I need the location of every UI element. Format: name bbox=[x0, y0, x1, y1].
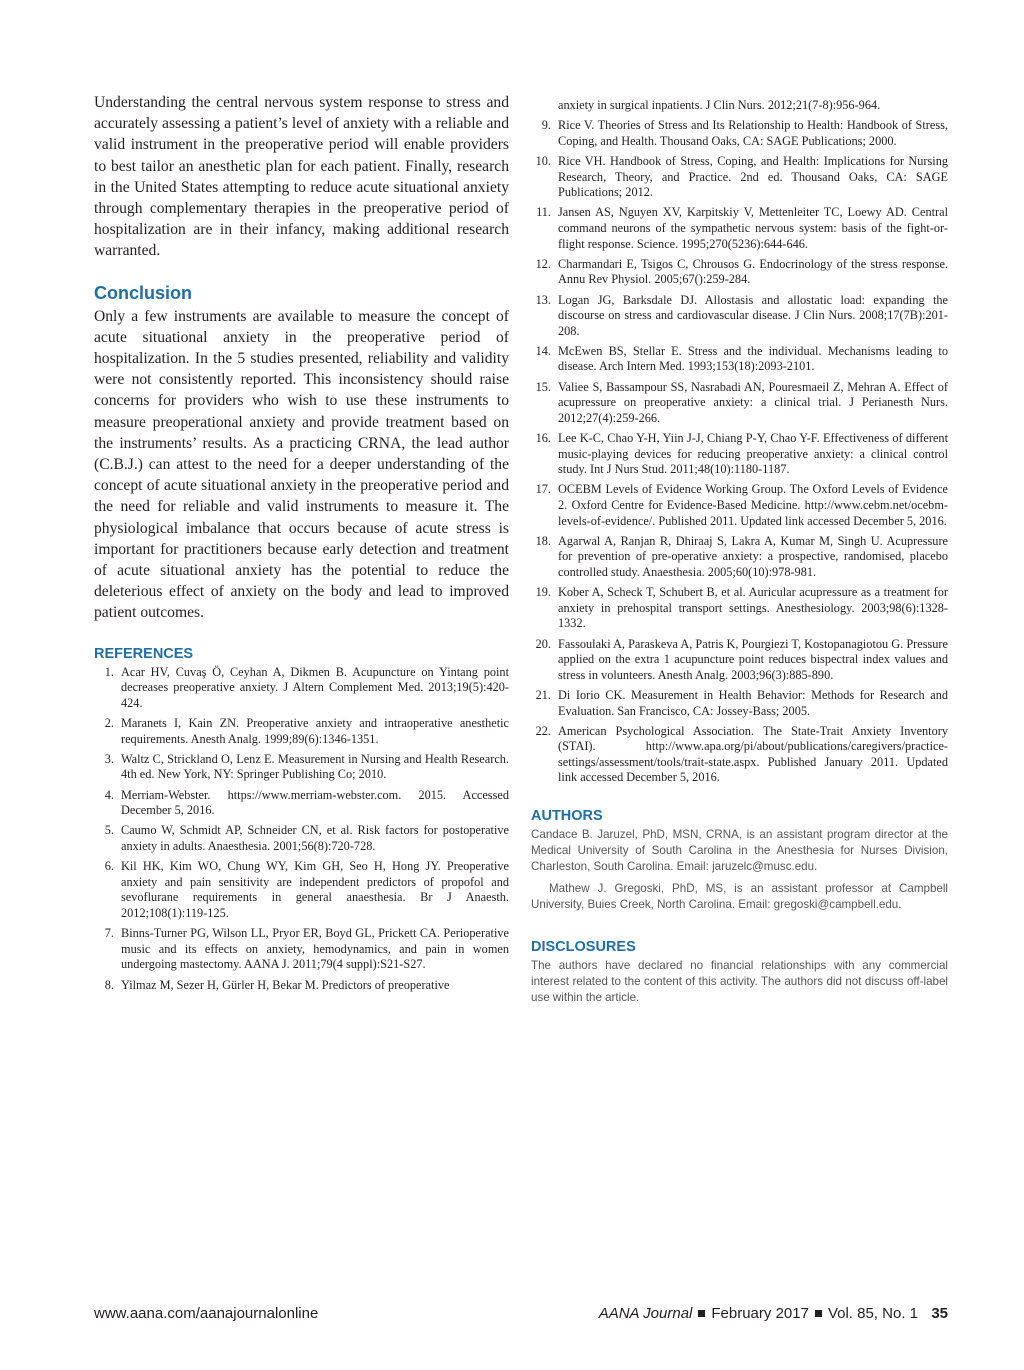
reference-text: Di Iorio CK. Measurement in Health Behavior: Methods for Research and Evaluation. San Francisco, CA: Jossey-Bass; 2005. bbox=[558, 687, 948, 718]
reference-text: McEwen BS, Stellar E. Stress and the individual. Mechanisms leading to disease. Arch Intern Med. 1993;153(18):2093-2101. bbox=[558, 343, 948, 374]
reference-text: Waltz C, Strickland O, Lenz E. Measurement in Nursing and Health Research. 4th ed. New York, NY: Springer Publishing Co; 2010. bbox=[121, 751, 509, 782]
reference-item bbox=[94, 823, 509, 854]
references-heading: REFERENCES bbox=[94, 645, 194, 662]
reference-text: American Psychological Association. The State-Trait Anxiety Inventory (STAI). http://www.apa.org/pi/about/publications/caregivers/practice-settings/assessment/tools/trait-state.aspx. Published January 2011. Updated link accessed December 5, 2016. bbox=[558, 723, 948, 785]
reference-number: 22. bbox=[535, 723, 551, 738]
disclosures-heading: DISCLOSURES bbox=[531, 939, 636, 956]
reference-text: Fassoulaki A, Paraskeva A, Patris K, Pourgiezi T, Kostopanagiotou G. Pressure applied on the extra 1 acupuncture point reduces bispectral index values and stress in volunteers. Anesth Analg. 2003;96(3):885-890. bbox=[558, 636, 948, 682]
reference-text: Charmandari E, Tsigos C, Chrousos G. Endocrinology of the stress response. Annu Rev Physiol. 2005;67():259-284. bbox=[558, 256, 948, 287]
reference-text: Maranets I, Kain ZN. Preoperative anxiety and intraoperative anesthetic requirements. Anesth Analg. 1999;89(6):1346-1351. bbox=[121, 716, 509, 746]
author-bio: Candace B. Jaruzel, PhD, MSN, CRNA, is an assistant program director at the Medical University of South Carolina in the Anesthesia for Nurses Division, Charleston, South Carolina. Email: jaruzelc@musc.edu. bbox=[531, 828, 948, 874]
reference-number: 14. bbox=[535, 343, 551, 358]
reference-text: Caumo W, Schmidt AP, Schneider CN, et al. Risk factors for postoperative anxiety in adults. Anaesthesia. 2001;56(8):720-728. bbox=[121, 823, 509, 853]
reference-number: 10. bbox=[535, 153, 551, 168]
disclosures-text: The authors have declared no financial relationships with any commercial interest related to the content of this activity. The authors did not discuss off-label use within the article. bbox=[531, 959, 948, 1005]
reference-number: 11. bbox=[536, 205, 551, 220]
conclusion-heading: Conclusion bbox=[94, 282, 192, 303]
left-column bbox=[94, 92, 509, 998]
reference-item bbox=[531, 380, 948, 427]
author-bio: Mathew J. Gregoski, PhD, MS, is an assistant professor at Campbell University, Buies Creek, North Carolina. Email: gregoski@campbell.edu. bbox=[531, 881, 948, 911]
volume-number: Vol. 85, No. 1 bbox=[827, 1305, 918, 1322]
reference-number: 9. bbox=[541, 118, 551, 133]
reference-item bbox=[531, 688, 948, 719]
reference-number: 3. bbox=[104, 751, 114, 766]
reference-text: Jansen AS, Nguyen XV, Karpitskiy V, Mettenleiter TC, Loewy AD. Central command neurons of the sympathetic nervous system: basis of the fight-or-flight response. Science. 1995;270(5236):644-646. bbox=[558, 205, 948, 251]
reference-text: Logan JG, Barksdale DJ. Allostasis and allostatic load: expanding the discourse on stress and cardiovascular disease. J Clin Nurs. 2008;17(7B):201-208. bbox=[558, 292, 948, 338]
reference-item bbox=[531, 257, 948, 288]
reference-item bbox=[531, 431, 948, 478]
reference-item bbox=[531, 118, 948, 149]
authors-heading: AUTHORS bbox=[531, 808, 603, 825]
page-number: 35 bbox=[931, 1305, 948, 1322]
reference-item bbox=[531, 205, 948, 252]
reference-item bbox=[94, 859, 509, 921]
reference-number: 17. bbox=[535, 482, 551, 497]
reference-text: OCEBM Levels of Evidence Working Group. The Oxford Levels of Evidence 2. Oxford Centre for Evidence-Based Medicine. http://www.cebm.net/ocebm-levels-of-evidence/. Published 2011. Updated link accessed December 5, 2016. bbox=[558, 482, 948, 528]
reference-item bbox=[531, 154, 948, 201]
reference-item bbox=[531, 482, 948, 529]
reference-number: 4. bbox=[104, 787, 114, 802]
reference-text: Acar HV, Cuvaş Ö, Ceyhan A, Dikmen B. Acupuncture on Yintang point decreases preoperative anxiety. J Altern Complement Med. 2013;19(5):420-424. bbox=[121, 664, 509, 710]
reference-text: Binns-Turner PG, Wilson LL, Pryor ER, Boyd GL, Prickett CA. Perioperative music and its effects on anxiety, hemodynamics, and pain in women undergoing mastectomy. AANA J. 2011;79(4 suppl):S21-S27. bbox=[121, 926, 509, 972]
reference-item bbox=[531, 637, 948, 684]
reference-text: Valiee S, Bassampour SS, Nasrabadi AN, Pouresmaeil Z, Mehran A. Effect of acupressure on preoperative anxiety: a clinical trial. J Perianesth Nurs. 2012;27(4):259-266. bbox=[558, 379, 948, 425]
reference-text: Merriam-Webster. https://www.merriam-webster.com. 2015. Accessed December 5, 2016. bbox=[121, 787, 509, 818]
reference-number: 21. bbox=[535, 687, 551, 702]
bullet-separator-icon bbox=[698, 1310, 705, 1317]
page-footer bbox=[94, 1305, 948, 1327]
reference-number: 5. bbox=[104, 823, 114, 838]
reference-number: 8. bbox=[104, 977, 114, 992]
reference-number: 6. bbox=[104, 859, 114, 874]
reference-item bbox=[531, 293, 948, 340]
reference-text: Rice V. Theories of Stress and Its Relationship to Health: Handbook of Stress, Coping, and Health. Thousand Oaks, CA: SAGE Publications; 2000. bbox=[558, 118, 948, 148]
reference-number: 16. bbox=[535, 431, 551, 446]
journal-url: www.aana.com/aanajournalonline bbox=[94, 1305, 319, 1322]
reference-item bbox=[531, 344, 948, 375]
reference-number: 1. bbox=[104, 664, 114, 679]
reference-item bbox=[94, 978, 509, 994]
intro-paragraph: Understanding the central nervous system response to stress and accurately assessing a patient’s level of anxiety with a reliable and valid instrument in the preoperative period will enable providers to best tailor an anesthetic plan for each patient. Finally, research in the United States attempting to reduce acute situational anxiety through complementary therapies in the preoperative period of hospitalization are in their infancy, making additional research warranted. bbox=[94, 94, 509, 260]
conclusion-paragraph: Only a few instruments are available to measure the concept of acute situational anxiety in the preoperative period of hospitalization. In the 5 studies presented, reliability and validity were not consistently reported. This inconsistency should raise concerns for providers who wish to use these instruments to measure preoperational anxiety and provide treatment based on the instruments’ results. As a practicing CRNA, the lead author (C.B.J.) can attest to the need for a deeper understanding of the concept of acute situational anxiety in the preoperative period and the need for reliable and valid instruments to measure it. The physiological imbalance that occurs because of acute stress is important for practitioners because early detection and treatment of acute situational anxiety has the potential to reduce the deleterious effect of anxiety on the body and lead to improved patient outcomes. bbox=[94, 307, 509, 622]
reference-item bbox=[94, 788, 509, 819]
references-list-right bbox=[531, 118, 948, 786]
reference-item bbox=[531, 585, 948, 632]
reference-text: Yilmaz M, Sezer H, Gürler H, Bekar M. Predictors of preoperative bbox=[121, 977, 450, 992]
reference-item bbox=[94, 752, 509, 783]
journal-name: AANA Journal bbox=[598, 1305, 693, 1322]
reference-text: Kil HK, Kim WO, Chung WY, Kim GH, Seo H, Hong JY. Preoperative anxiety and pain sensitivity are independent predictors of propofol and sevoflurane requirements in general anaesthesia. Br J Anaesth. 2012;108(1):119-125. bbox=[121, 859, 509, 920]
reference-number: 18. bbox=[535, 533, 551, 548]
reference-number: 12. bbox=[535, 256, 551, 271]
bullet-separator-icon bbox=[815, 1310, 822, 1317]
journal-issue bbox=[599, 1305, 918, 1322]
reference-number: 13. bbox=[535, 292, 551, 307]
reference-text: Agarwal A, Ranjan R, Dhiraaj S, Lakra A, Kumar M, Singh U. Acupressure for prevention of pre-operative anxiety: a prospective, randomised, placebo controlled study. Anaesthesia. 2005;60(10):978-981. bbox=[558, 533, 948, 579]
reference-item bbox=[94, 665, 509, 712]
reference-number: 7. bbox=[104, 926, 114, 941]
reference-text: Rice VH. Handbook of Stress, Coping, and Health: Implications for Nursing Research, Theory, and Practice. 2nd ed. Thousand Oaks, CA: SAGE Publications; 2012. bbox=[558, 153, 948, 200]
right-column bbox=[531, 98, 948, 1007]
reference-item bbox=[94, 926, 509, 973]
issue-date: February 2017 bbox=[711, 1305, 809, 1322]
reference-item bbox=[531, 724, 948, 786]
references-list-left bbox=[94, 665, 509, 993]
reference-text: Kober A, Scheck T, Schubert B, et al. Auricular acupressure as a treatment for anxiety in prehospital transport settings. Anesthesiology. 2003;98(6):1328-1332. bbox=[558, 585, 948, 631]
reference-number: 20. bbox=[535, 636, 551, 651]
reference-continuation: anxiety in surgical inpatients. J Clin Nurs. 2012;21(7-8):956-964. bbox=[558, 98, 881, 112]
reference-number: 19. bbox=[535, 585, 551, 600]
reference-item bbox=[94, 716, 509, 747]
reference-number: 2. bbox=[104, 716, 114, 731]
reference-item bbox=[531, 534, 948, 581]
reference-text: Lee K-C, Chao Y-H, Yiin J-J, Chiang P-Y, Chao Y-F. Effectiveness of different music-playing devices for reducing preoperative anxiety: a clinical control study. Int J Nurs Stud. 2011;48(10):1180-1187. bbox=[558, 431, 948, 477]
reference-number: 15. bbox=[535, 379, 551, 394]
